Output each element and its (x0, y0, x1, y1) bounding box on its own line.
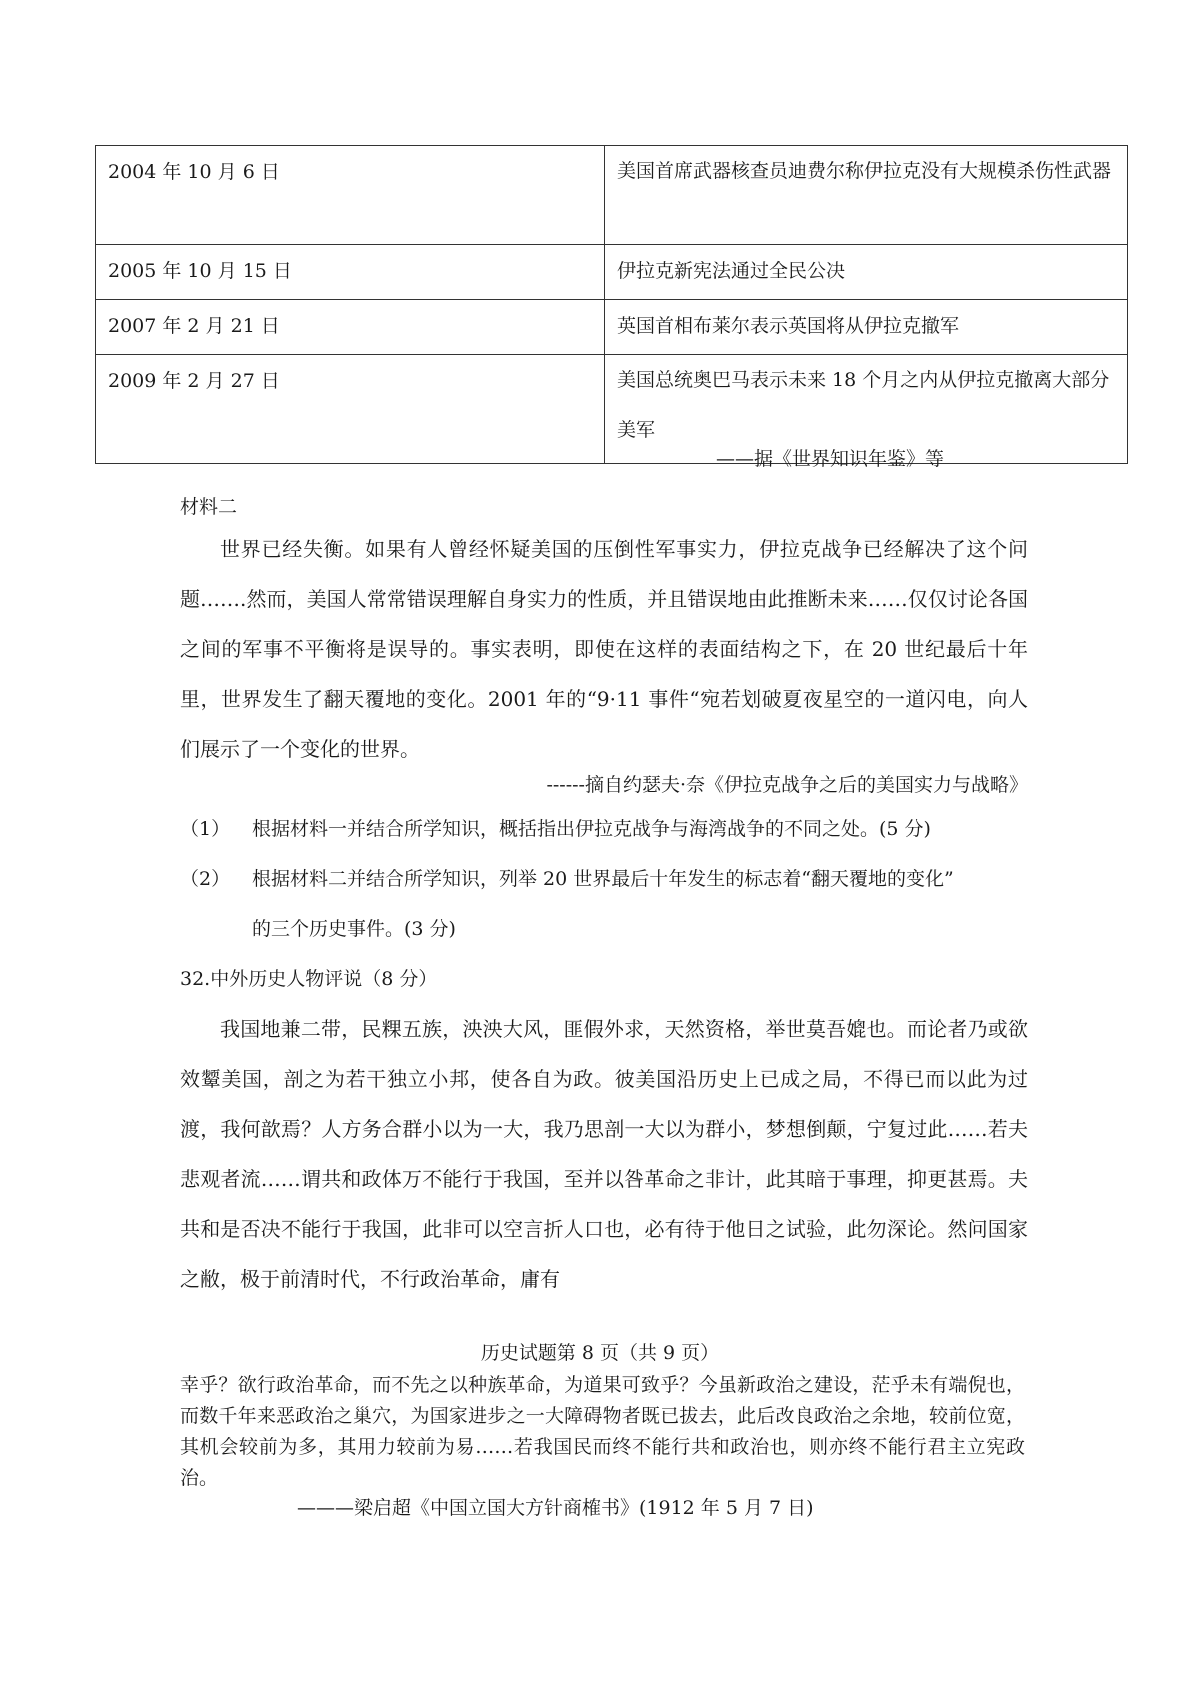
date-cell: 2009 年 2 月 27 日 (96, 355, 605, 464)
event-cell: 伊拉克新宪法通过全民公决 (605, 245, 1128, 300)
event-cell: 英国首相布莱尔表示英国将从伊拉克撤军 (605, 300, 1128, 355)
continuation-paragraph: 幸乎？欲行政治革命，而不先之以种族革命，为道果可致乎？今虽新政治之建设，茫乎未有端倪也，而数千年来恶政治之巢穴，为国家进步之一大障碍物者既已拔去，此后改良政治之余地，较前位宽，其机会较前为多，其用力较前为易……若我国民而终不能行共和政治也，则亦终不能行君主立宪政治。 (180, 1374, 1025, 1489)
table-row (96, 245, 1128, 300)
material-two-label: 材料二 (180, 496, 238, 518)
material-two-paragraph: 世界已经失衡。如果有人曾经怀疑美国的压倒性军事实力，伊拉克战争已经解决了这个问题…….然而，美国人常常错误理解自身实力的性质，并且错误地由此推断未来……仅仅讨论各国之间的军事不平衡将是误导的。事实表明，即使在这样的表面结构之下，在 20 世纪最后十年里，世界发生了翻天覆地的变化。2001 年的“9·11 事件“宛若划破夏夜星空的一道闪电，向人们展示了一个变化的世界。 (180, 537, 1028, 761)
section-32-paragraph: 我国地兼二带，民粿五族，泱泱大风，匪假外求，天然资格，举世莫吾媲也。而论者乃或欲效颦美国，剖之为若干独立小邦，使各自为政。彼美国沿历史上已成之局，不得已而以此为过渡，我何歆焉？人方务合群小以为一大，我乃思剖一大以为群小，梦想倒颠，宁复过此……若夫悲观者流……谓共和政体万不能行于我国，至并以咎革命之非计，此其暗于事理，抑更甚焉。夫共和是否决不能行于我国，此非可以空言折人口也，必有待于他日之试验，此勿深论。然问国家之敝，极于前清时代，不行政治革命，庸有 (180, 1017, 1028, 1291)
event-cell: 美国总统奥巴马表示未来 18 个月之内从伊拉克撤离大部分美军 (605, 355, 1128, 464)
event-cell: 美国首席武器核查员迪费尔称伊拉克没有大规模杀伤性武器 (605, 146, 1128, 245)
page-footer: 历史试题第 8 页（共 9 页） (480, 1342, 720, 1364)
table-source-citation: ——据《世界知识年鉴》等 (716, 448, 945, 470)
table-row (96, 146, 1128, 245)
events-table (95, 145, 1128, 464)
question-2 (180, 854, 1030, 954)
question-number: （1） (180, 818, 231, 840)
table-row (96, 300, 1128, 355)
table-row (96, 355, 1128, 464)
question-text: 根据材料一并结合所学知识，概括指出伊拉克战争与海湾战争的不同之处。(5 分) (252, 818, 931, 840)
question-text-continued: 的三个历史事件。(3 分) (252, 918, 456, 940)
continuation-citation: ———梁启超《中国立国大方针商榷书》(1912 年 5 月 7 日) (297, 1497, 814, 1519)
question-number: （2） (180, 868, 231, 890)
question-1 (180, 804, 1030, 854)
date-cell: 2007 年 2 月 21 日 (96, 300, 605, 355)
question-text: 根据材料二并结合所学知识，列举 20 世界最后十年发生的标志着“翻天覆地的变化” (252, 868, 954, 890)
date-cell: 2004 年 10 月 6 日 (96, 146, 605, 245)
material-two-citation: ------摘自约瑟夫·奈《伊拉克战争之后的美国实力与战略》 (546, 774, 1028, 796)
date-cell: 2005 年 10 月 15 日 (96, 245, 605, 300)
section-32-title: 32.中外历史人物评说（8 分） (180, 968, 438, 990)
